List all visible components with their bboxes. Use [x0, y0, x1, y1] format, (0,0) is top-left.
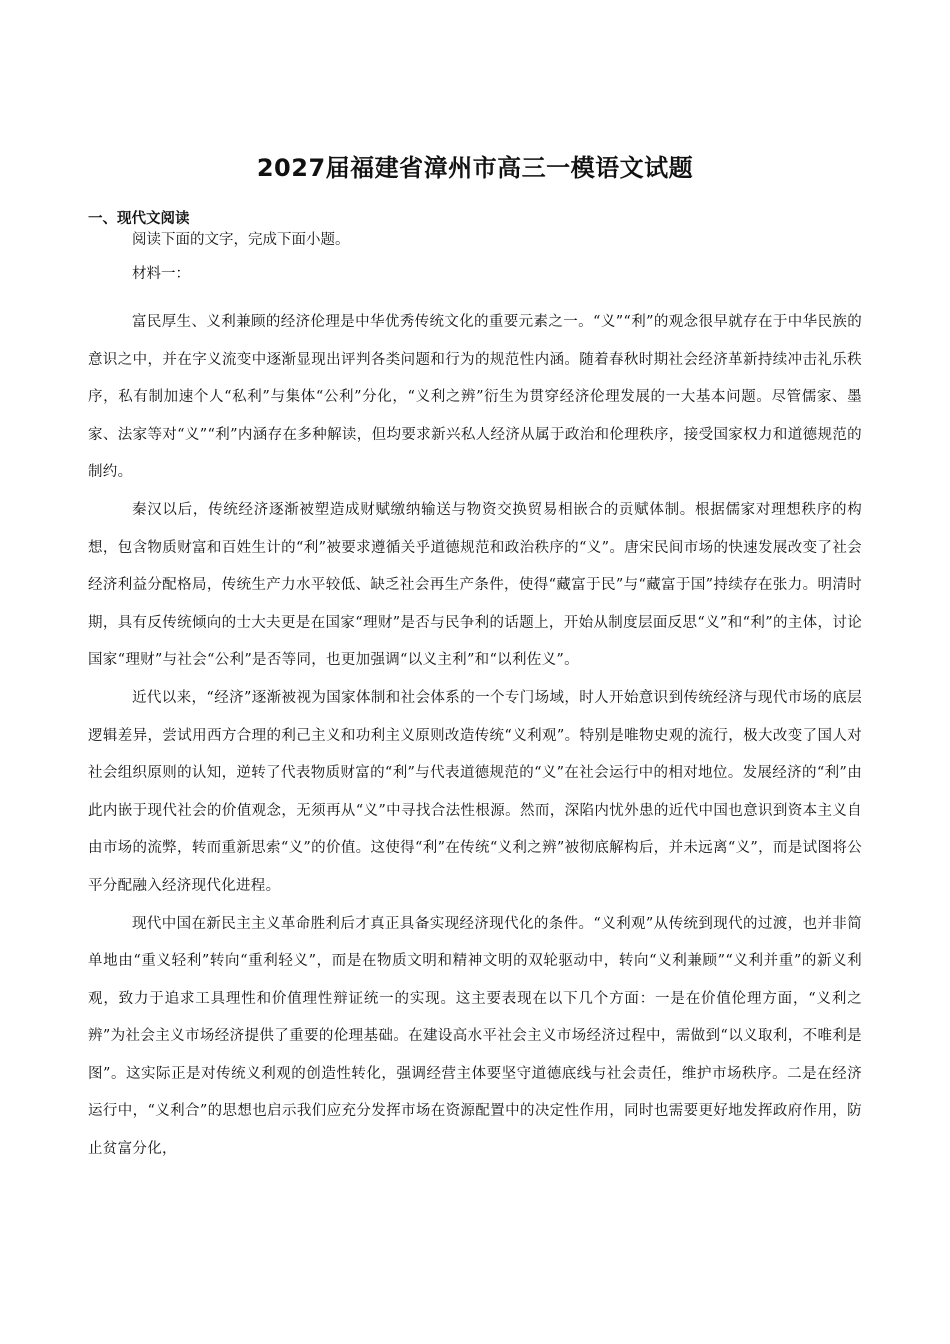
paragraph-3: 近代以来，“经济”逐渐被视为国家体制和社会体系的一个专门场域，时人开始意识到传统经济与现代市场的底层逻辑差异，尝试用西方合理的利己主义和功利主义原则改造传统“义利观”。特别是唯物史观的流行，极大改变了国人对社会组织原则的认知，逆转了代表物质财富的“利”与代表道德规范的“义”在社会运行中的相对地位。发展经济的“利”由此内嵌于现代社会的价值观念，无须再从“义”中寻找合法性根源。然而，深陷内忧外患的近代中国也意识到资本主义自由市场的流弊，转而重新思索“义”的价值。这使得“利”在传统“义利之辨”被彻底解构后，并未远离“义”，而是试图将公平分配融入经济现代化进程。 — [88, 689, 862, 894]
section-heading: 一、现代文阅读 — [88, 211, 190, 227]
paragraph-1: 富民厚生、义利兼顾的经济伦理是中华优秀传统文化的重要元素之一。“义”“利”的观念很早就存在于中华民族的意识之中，并在字义流变中逐渐显现出评判各类问题和行为的规范性内涵。随着春秋时期社会经济革新持续冲击礼乐秩序，私有制加速个人“私利”与集体“公利”分化，“义利之辨”衍生为贯穿经济伦理发展的一大基本问题。尽管儒家、墨家、法家等对“义”“利”内涵存在多种解读，但均要求新兴私人经济从属于政治和伦理秩序，接受国家权力和道德规范的制约。 — [88, 314, 862, 481]
document-title: 2027届福建省漳州市高三一模语文试题 — [256, 154, 694, 182]
material-label: 材料一： — [132, 266, 190, 282]
paragraph-2: 秦汉以后，传统经济逐渐被塑造成财赋缴纳输送与物资交换贸易相嵌合的贡赋体制。根据儒家对理想秩序的构想，包含物质财富和百姓生计的“利”被要求遵循关乎道德规范和政治秩序的“义”。唐宋民间市场的快速发展改变了社会经济利益分配格局，传统生产力水平较低、缺乏社会再生产条件，使得“藏富于民”与“藏富于国”持续存在张力。明清时期，具有反传统倾向的士大夫更是在国家“理财”是否与民争利的话题上，开始从制度层面反思“义”和“利”的主体，讨论国家“理财”与社会“公利”是否等同，也更加强调“以义主利”和“以利佐义”。 — [88, 501, 862, 669]
document-page — [88, 150, 862, 1169]
article-body — [88, 304, 862, 1169]
reading-instruction: 阅读下面的文字，完成下面小题。 — [132, 232, 350, 248]
paragraph-4: 现代中国在新民主主义革命胜利后才真正具备实现经济现代化的条件。“义利观”从传统到现代的过渡，也并非简单地由“重义轻利”转向“重利轻义”，而是在物质文明和精神文明的双轮驱动中，转向“义利兼顾”“义利并重”的新义利观，致力于追求工具理性和价值理性辩证统一的实现。这主要表现在以下几个方面：一是在价值伦理方面，“义利之辨”为社会主义市场经济提供了重要的伦理基础。在建设高水平社会主义市场经济过程中，需做到“以义取利，不唯利是图”。这实际正是对传统义利观的创造性转化，强调经营主体要坚守道德底线与社会责任，维护市场秩序。二是在经济运行中，“义利合”的思想也启示我们应充分发挥市场在资源配置中的决定性作用，同时也需要更好地发挥政府作用，防止贫富分化， — [88, 915, 862, 1158]
